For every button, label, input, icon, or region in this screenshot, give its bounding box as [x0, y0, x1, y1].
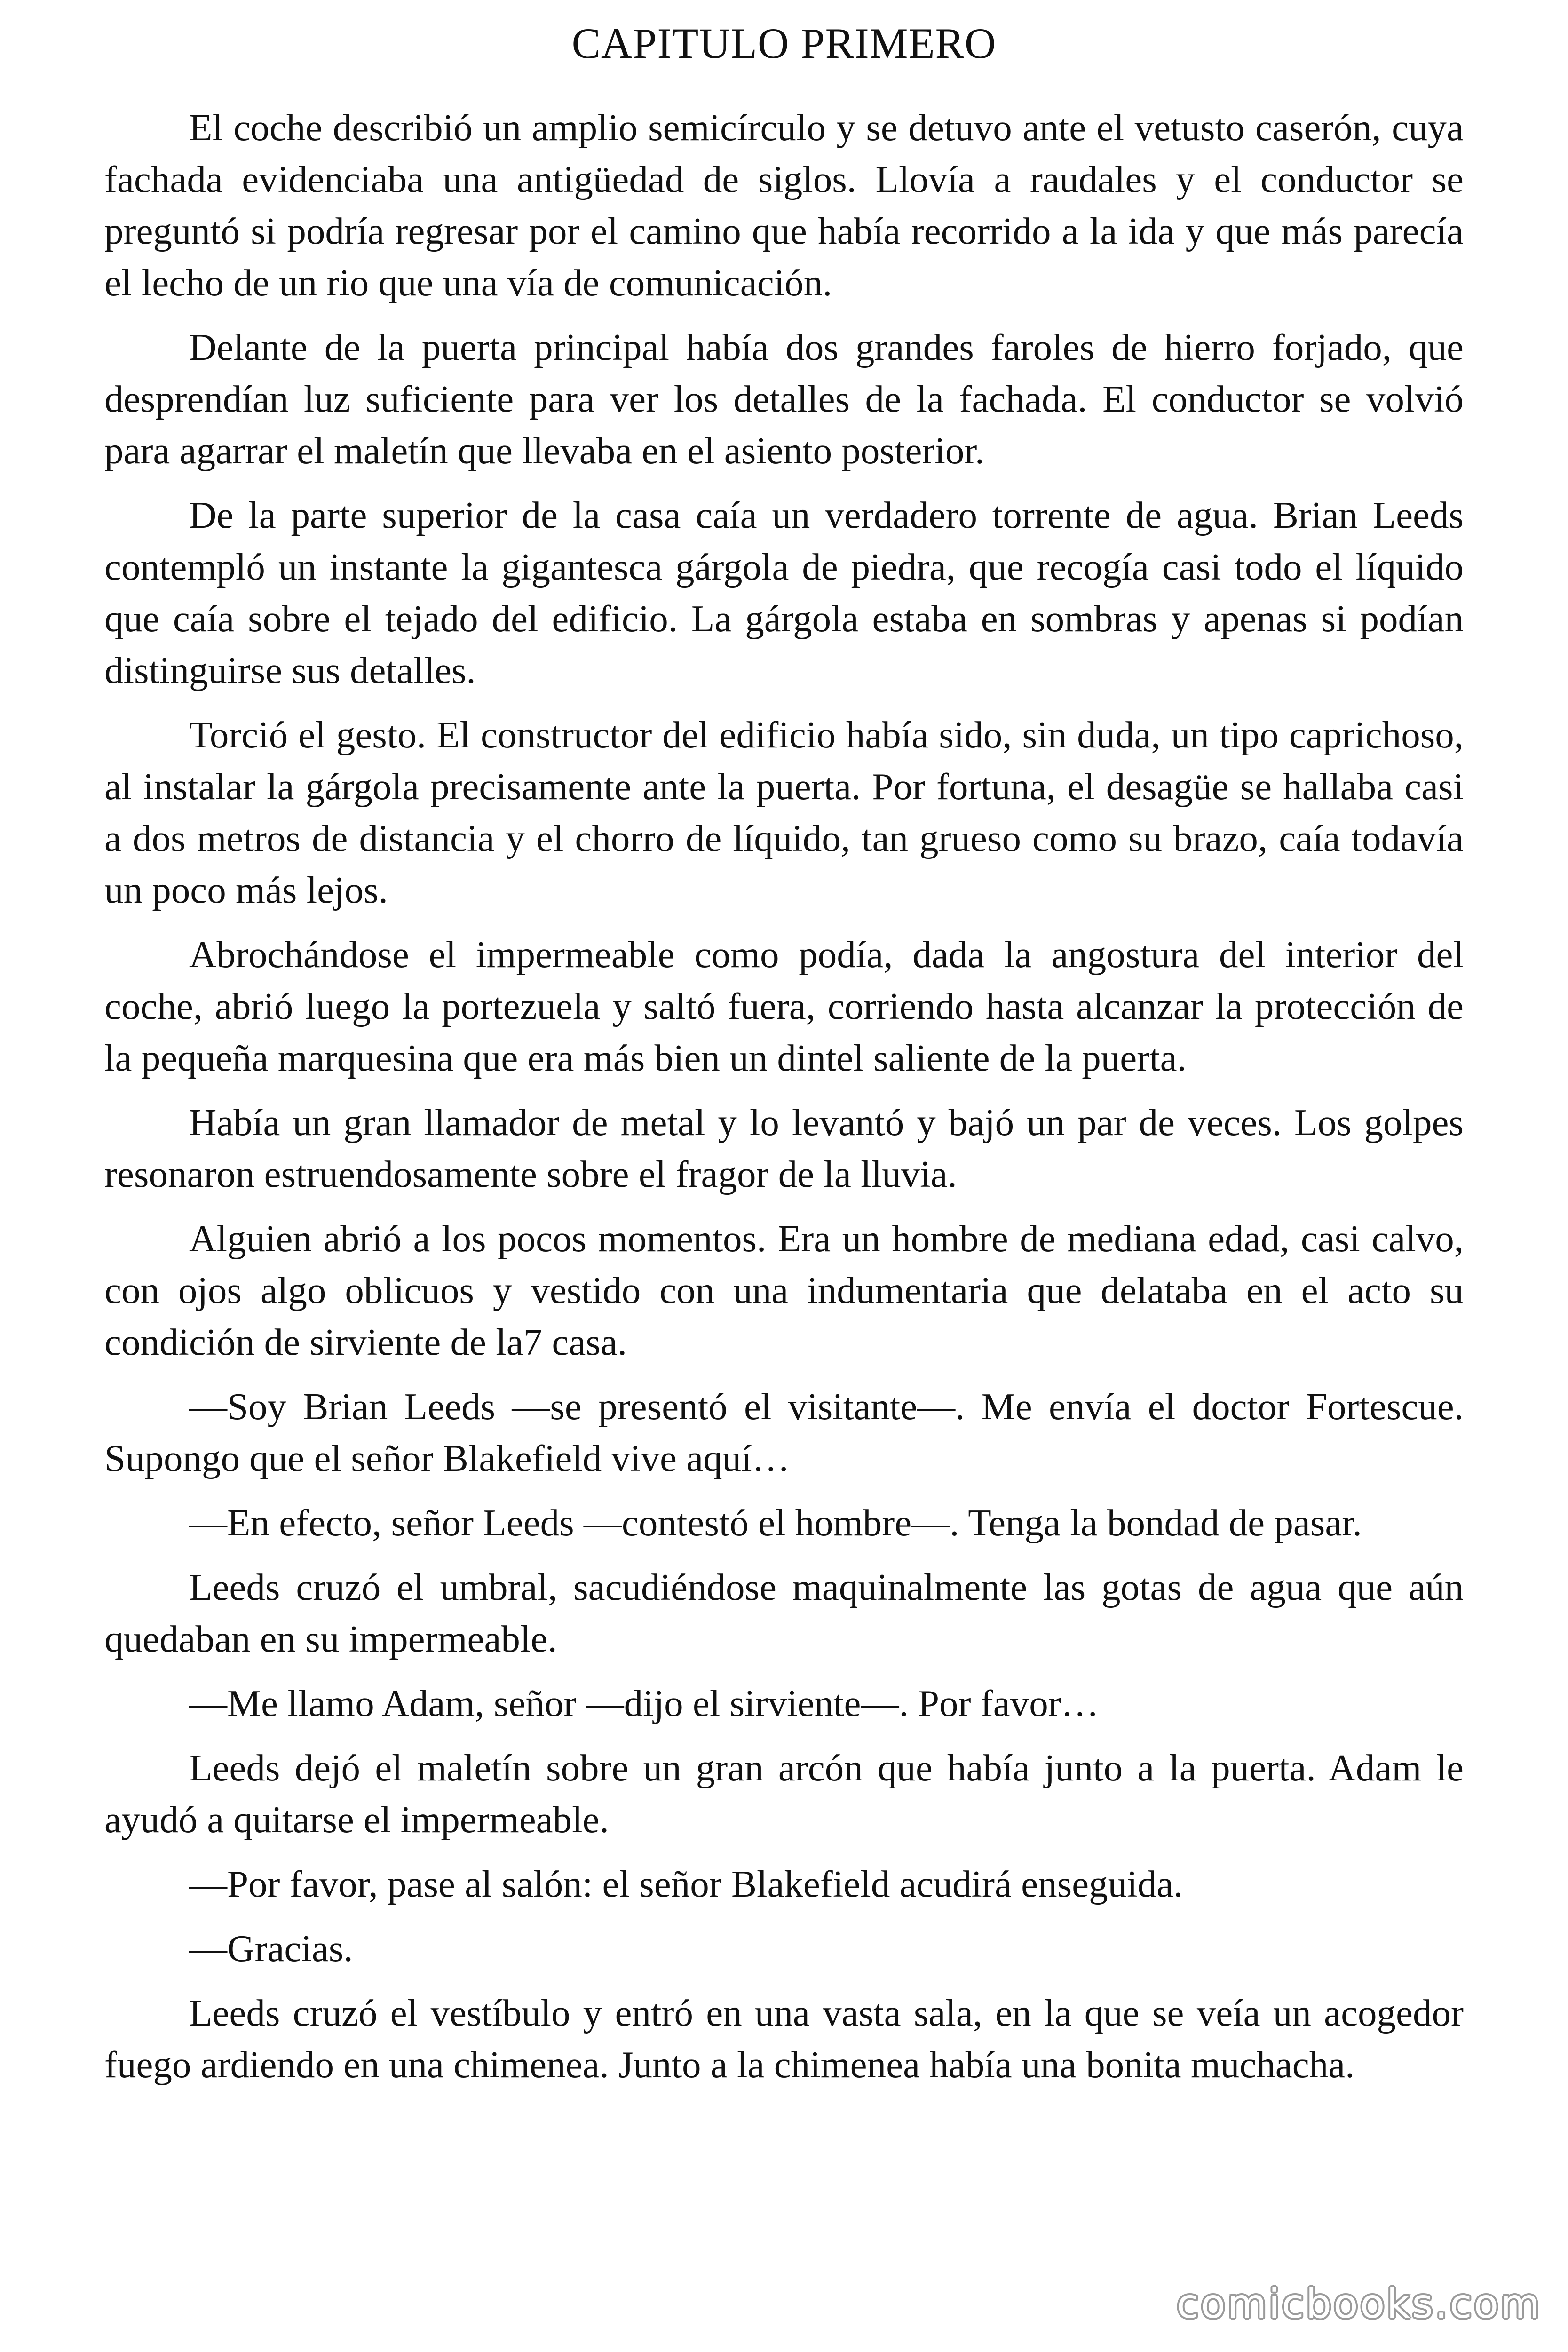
paragraph-10: Leeds cruzó el umbral, sacudiéndose maquinalmente las gotas de agua que aún quedaban en su impermeable. [104, 1565, 1464, 1660]
watermark: comicbooks.com [1176, 2280, 1542, 2328]
paragraph-13: —Por favor, pase al salón: el señor Blakefield acudirá enseguida. [189, 1862, 1183, 1905]
paragraph-15: Leeds cruzó el vestíbulo y entró en una vasta sala, en la que se veía un acogedor fuego ardiendo en una chimenea. Junto a la chimenea había una bonita muchacha. [104, 1991, 1464, 2086]
paragraph-2: Delante de la puerta principal había dos grandes faroles de hierro forjado, que desprendían luz suficiente para ver los detalles de la fachada. El conductor se volvió para agarrar el maletín que llevaba en el asiento posterior. [104, 326, 1464, 472]
paragraph-5: Abrochándose el impermeable como podía, dada la angostura del interior del coche, abrió luego la portezuela y saltó fuera, corriendo hasta alcanzar la protección de la pequeña marquesina que era más bien un dintel saliente de la puerta. [104, 933, 1464, 1079]
paragraph-12: Leeds dejó el maletín sobre un gran arcón que había junto a la puerta. Adam le ayudó a quitarse el impermeable. [104, 1746, 1464, 1841]
paragraph-14: —Gracias. [189, 1927, 353, 1970]
paragraph-7: Alguien abrió a los pocos momentos. Era un hombre de mediana edad, casi calvo, con ojos algo oblicuos y vestido con una indumentaria que delataba en el acto su condición de sirviente de la7 casa. [104, 1217, 1464, 1363]
paragraph-11: —Me llamo Adam, señor —dijo el sirviente—. Por favor… [189, 1682, 1099, 1724]
paragraph-4: Torció el gesto. El constructor del edificio había sido, sin duda, un tipo caprichoso, al instalar la gárgola precisamente ante la puerta. Por fortuna, el desagüe se hallaba casi a dos metros de distancia y el chorro de líquido, tan grueso como su brazo, caía todavía un poco más lejos. [104, 713, 1464, 911]
paragraph-3: De la parte superior de la casa caía un verdadero torrente de agua. Brian Leeds contempló un instante la gigantesca gárgola de piedra, que recogía casi todo el líquido que caía sobre el tejado del edificio. La gárgola estaba en sombras y apenas si podían distinguirse sus detalles. [104, 493, 1464, 691]
paragraph-1: El coche describió un amplio semicírculo y se detuvo ante el vetusto caserón, cuya fachada evidenciaba una antigüedad de siglos. Llovía a raudales y el conductor se preguntó si podría regresar por el camino que había recorrido a la ida y que más parecía el lecho de un rio que una vía de comunicación. [104, 106, 1464, 304]
chapter-title: CAPITULO PRIMERO [571, 19, 997, 67]
book-page [104, 19, 1464, 2314]
paragraph-9: —En efecto, señor Leeds —contestó el hombre—. Tenga la bondad de pasar. [189, 1501, 1362, 1544]
paragraph-6: Había un gran llamador de metal y lo levantó y bajó un par de veces. Los golpes resonaron estruendosamente sobre el fragor de la lluvia. [104, 1101, 1464, 1195]
paragraph-8: —Soy Brian Leeds —se presentó el visitante—. Me envía el doctor Fortescue. Supongo que el señor Blakefield vive aquí… [104, 1385, 1464, 1479]
